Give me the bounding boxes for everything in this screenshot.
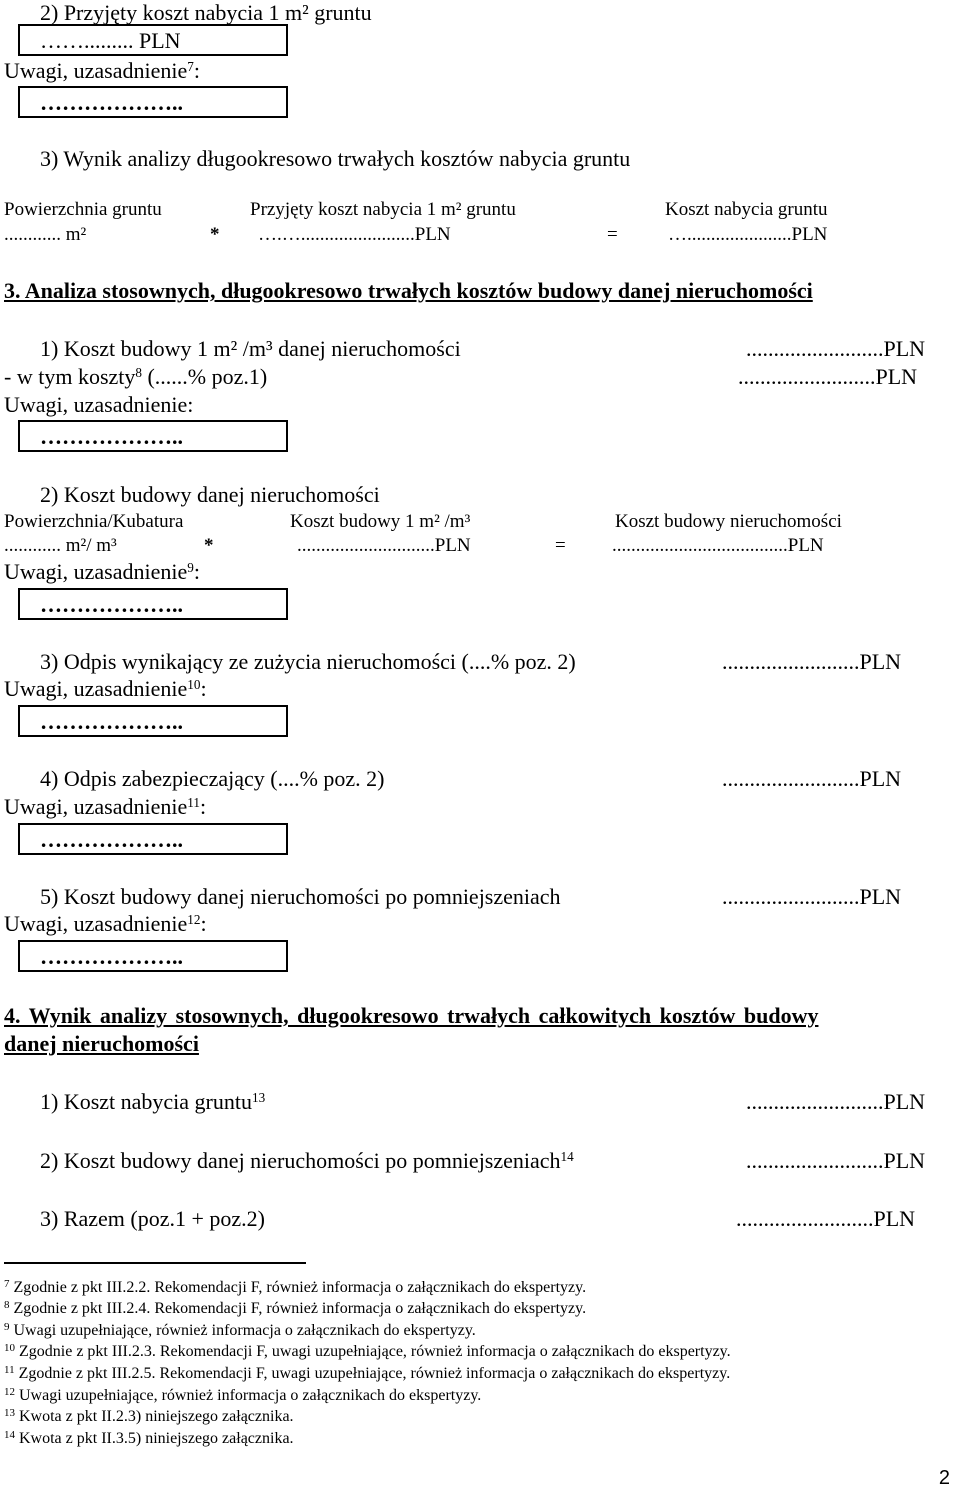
footnote-13: $^{13}$ Kwota z pkt II.2.3) niniejszego załącznika.: [4, 1406, 294, 1425]
s4-item-3-value[interactable]: .........................PLN: [736, 1206, 916, 1231]
s3-item-4-uwagi-box[interactable]: ………………..: [18, 823, 288, 855]
footnote-8: $^8$ Zgodnie z pkt III.2.4. Rekomendacji F, również informacja o załącznikach do ekspertyzy.: [4, 1298, 587, 1317]
footnote-9: $^9$ Uwagi uzupełniające, również informacja o załącznikach do ekspertyzy.: [4, 1320, 476, 1339]
s3-item-2-title: 2) Koszt budowy danej nieruchomości: [40, 482, 380, 507]
section-4-heading-line-1: 4. Wynik analizy stosownych, długookresowo trwałych całkowitych kosztów budowy: [4, 1003, 819, 1028]
s3-item-5-title: 5) Koszt budowy danej nieruchomości po pomniejszeniach: [40, 884, 561, 909]
unit-cost-field[interactable]: ……......... PLN: [18, 24, 288, 56]
col-total-header: Koszt nabycia gruntu: [665, 199, 828, 220]
s3-item-5-uwagi: Uwagi, uzasadnienie$^{12}$:: [4, 911, 207, 936]
s3-item-3-value[interactable]: .........................PLN: [722, 649, 902, 674]
s3-col-total-header: Koszt budowy nieruchomości: [615, 511, 842, 532]
multiply-sign: *: [210, 224, 220, 245]
uwagi-box[interactable]: ………………..: [18, 86, 288, 118]
s3-item-1-uwagi: Uwagi, uzasadnienie:: [4, 392, 194, 417]
footnote-11: $^{11}$ Zgodnie z pkt III.2.5. Rekomendacji F, uwagi uzupełniające, również informacja o załącznikach do ekspertyzy.: [4, 1363, 731, 1382]
item-3-title: 3) Wynik analizy długookresowo trwałych kosztów nabycia gruntu: [40, 146, 631, 171]
s3-equals-sign: =: [555, 535, 566, 556]
s3-item-2-uwagi: Uwagi, uzasadnienie$^9$:: [4, 559, 200, 584]
s3-item-3-uwagi-box[interactable]: ………………..: [18, 705, 288, 737]
s3-multiply-sign: *: [204, 535, 214, 556]
s3-item-3-uwagi: Uwagi, uzasadnienie$^{10}$:: [4, 676, 207, 701]
s4-item-2: 2) Koszt budowy danej nieruchomości po pomniejszeniach$^{14}$: [40, 1148, 574, 1173]
s3-item-4-value[interactable]: .........................PLN: [722, 766, 902, 791]
equals-sign: =: [607, 224, 618, 245]
s4-item-2-value[interactable]: .........................PLN: [746, 1148, 926, 1173]
s3-item-1-uwagi-box[interactable]: ………………..: [18, 420, 288, 452]
s3-item-5-uwagi-box[interactable]: ………………..: [18, 940, 288, 972]
s3-item-2-uwagi-box[interactable]: ………………..: [18, 588, 288, 620]
s3-item-1-sub-value[interactable]: .........................PLN: [738, 364, 918, 389]
col-unit-cost-header: Przyjęty koszt nabycia 1 m² gruntu: [250, 199, 516, 220]
s3-item-3-title: 3) Odpis wynikający ze zużycia nieruchomości (....% poz. 2): [40, 649, 576, 674]
section-4-heading-line-2: danej nieruchomości: [4, 1031, 199, 1056]
s3-area-value[interactable]: ............ m²/ m³: [4, 535, 117, 556]
col-area-header: Powierzchnia gruntu: [4, 199, 162, 220]
s4-item-1: 1) Koszt nabycia gruntu$^{13}$: [40, 1089, 266, 1114]
s4-item-1-value[interactable]: .........................PLN: [746, 1089, 926, 1114]
uwagi-label: Uwagi, uzasadnienie$^7$:: [4, 58, 200, 83]
s3-item-4-title: 4) Odpis zabezpieczający (....% poz. 2): [40, 766, 385, 791]
s3-unit-cost-value[interactable]: .............................PLN: [297, 535, 471, 556]
footnote-14: $^{14}$ Kwota z pkt II.3.5) niniejszego załącznika.: [4, 1428, 294, 1447]
footnote-10: $^{10}$ Zgodnie z pkt III.2.3. Rekomendacji F, uwagi uzupełniające, również informacja o załącznikach do ekspertyzy.: [4, 1341, 731, 1360]
s3-col-area-header: Powierzchnia/Kubatura: [4, 511, 184, 532]
footnote-separator: [4, 1262, 306, 1264]
item-2-title: 2) Przyjęty koszt nabycia 1 m² gruntu: [40, 0, 372, 25]
s3-total-value[interactable]: .....................................PLN: [612, 535, 824, 556]
unit-cost-value[interactable]: ….…........................PLN: [258, 224, 451, 245]
s3-col-unit-cost-header: Koszt budowy 1 m² /m³: [290, 511, 471, 532]
total-cost-value[interactable]: …......................PLN: [668, 224, 828, 245]
footnote-7: $^7$ Zgodnie z pkt III.2.2. Rekomendacji F, również informacja o załącznikach do ekspertyzy.: [4, 1277, 587, 1296]
page-number: 2: [938, 1467, 950, 1489]
s3-item-4-uwagi: Uwagi, uzasadnienie$^{11}$:: [4, 794, 207, 819]
section-3-heading: 3. Analiza stosownych, długookresowo trwałych kosztów budowy danej nieruchomości: [4, 278, 813, 303]
s3-item-5-value[interactable]: .........................PLN: [722, 884, 902, 909]
s3-item-1-title: 1) Koszt budowy 1 m² /m³ danej nieruchomości: [40, 336, 461, 361]
s3-item-1-value[interactable]: .........................PLN: [746, 336, 926, 361]
s3-item-1-sub: - w tym koszty$^8$ (......% poz.1): [4, 364, 268, 389]
area-value[interactable]: ............ m²: [4, 224, 87, 245]
s4-item-3: 3) Razem (poz.1 + poz.2): [40, 1206, 265, 1231]
footnote-12: $^{12}$ Uwagi uzupełniające, również informacja o załącznikach do ekspertyzy.: [4, 1385, 482, 1404]
